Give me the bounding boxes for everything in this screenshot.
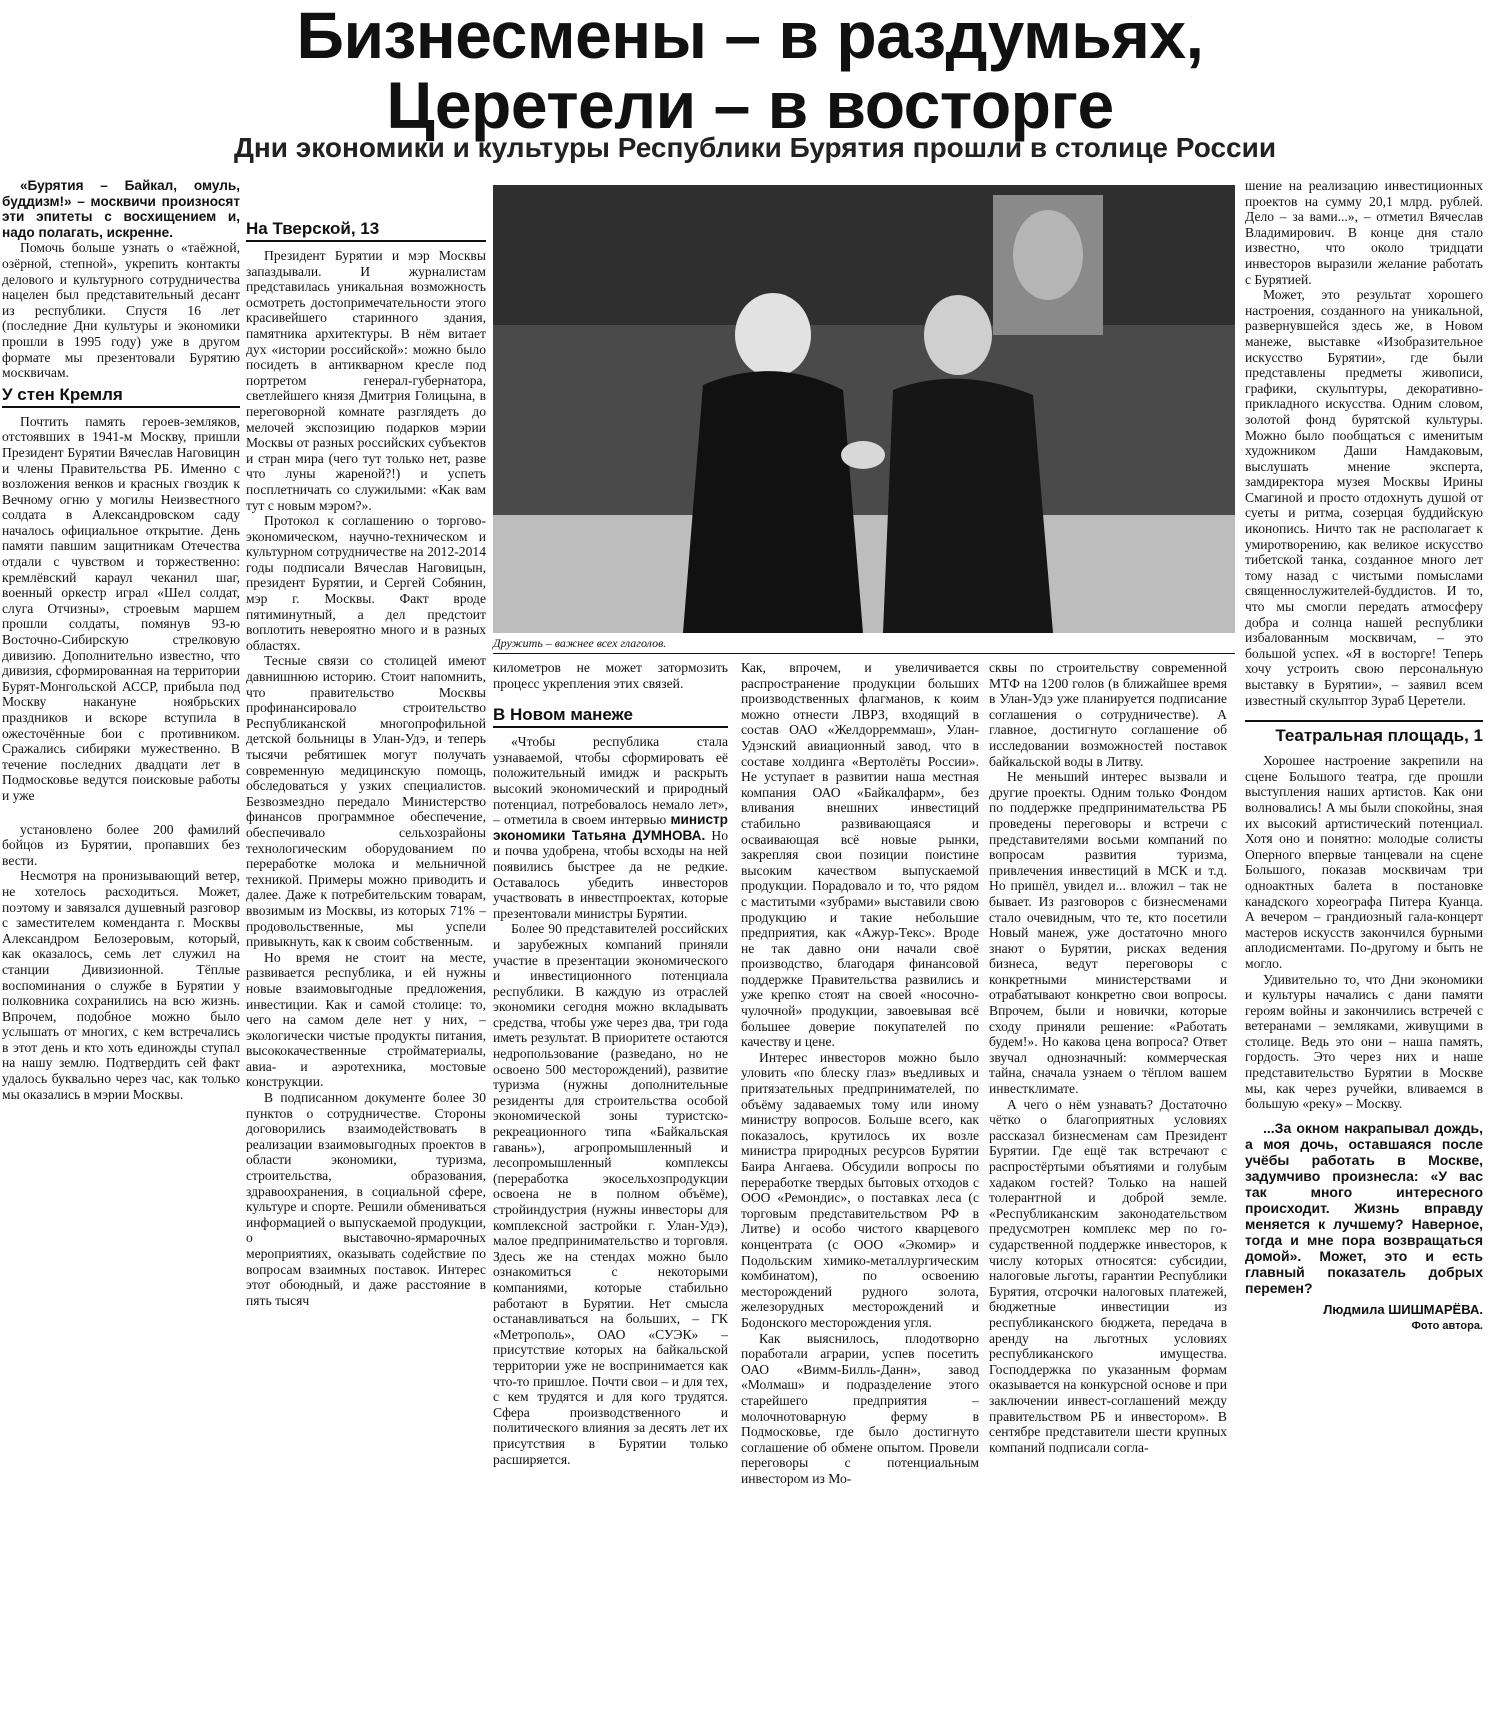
byline xyxy=(1245,1302,1483,1334)
paragraph: шение на реализацию инвестиционных проектов на сумму 20,1 млрд. рублей. Дело – за вами...», – отметил Вячеслав Владимирович. В конце дня стало известно, что около тридцати инвесторов выразили желание работать с Бурятией. xyxy=(1245,178,1483,287)
closing-paragraph: ...За окном накрапывал дождь, а моя дочь, оставшаяся после учёбы работать в Москве, задумчиво произнесла: «У вас так много интересного происходит. Жизнь вправду меняется к лучшему? Наверное, тогда и мне пора возвращаться домой». Может, это и есть главный показатель добрых перемен? xyxy=(1245,1119,1483,1296)
paragraph: Может, это результат хорошего настроения, созданного на уникальной, развернувшейся здесь же, в Новом манеже, выставке «Изобразительное искусство Бурятии», где были представлены предметы живописи, графики, скульптуры, декоративно-прикладного искусства. Одним словом, золотой фонд бурятской культуры. Можно было пообщаться с именитым художником Даши Намдаковым, выслушать мнение эксперта, замдиректора музея Москвы Ирины Смагиной и просто отдохнуть душой от суеты и ритма, созерцая буддийскую иконопись. Ничто так не располагает к умиротворению, как великое искусство тибетской танка, созданное много лет тому назад с чистыми помыслами священнослужителей-буддистов. И то, что мы смогли передать атмосферу добра и солнца нашей республики избалованным москвичам, – это большой успех. «Я в восторге! Теперь хочу устроить свою персональную выставку в Бурятии», – заявил всем известный скульптор Зураб Церетели. xyxy=(1245,287,1483,708)
paragraph: Тесные связи со столицей имеют давнишнюю историю. Стоит напомнить, что правительство Москвы профинансировало строительство Республиканской многопрофильной детской больницы в Улан-Удэ, и теперь тысячи ребятишек могут получать современную медицинскую помощь, обследоваться у узких специалистов. Безвозмездно передало Министерство финансов программное обеспечение, обеспечивало сельхозрайоны технологическим оборудованием по переработке молока и мельничной техникой. Примеры можно приводить и далее. Даже к потребительским товарам, ввозимым из Москвы, из которых 71% – продовольственные, мы успели привыкнуть, как к своим собственным. xyxy=(246,653,486,950)
paragraph: А чего о нём узнавать? Достаточно чётко о благоприятных условиях рассказал бизнесменам сам Президент Бурятии. Где ещё так встречают с распростёртыми объятиями и голубым хадаком гостей? Только на нашей толерантной и доброй земле. «Республиканским законодательством предусмотрен комплекс мер по го-сударственной поддержке инвесторов, к числу которых относятся: субсидии, налоговые льготы, гарантии Республики Бурятия, отсрочки налоговых платежей, бюджетные инвестиции из республиканского бюджета, передача в аренду на льготных условиях республиканского имущества. Господдержка по указанным формам оказывается на конкурсной основе и при заключении инвест-соглашений между правительством РБ и инвестором». В сентябре представители шести крупных компаний подписали согла- xyxy=(989,1096,1227,1455)
paragraph: Удивительно то, что Дни экономики и культуры начались с дани памяти героям войны и закончились встречей с ветеранами – земляками, живущими в столице. Ведь это они – наша память, гордость. Это через них и наше представительство Бурятии в Москве мы, как через ручейки, вливаемся в большую «реку» – Москву. xyxy=(1245,971,1483,1112)
paragraph: Но время не стоит на месте, развивается республика, и ей нужны новые взаимовыгодные предложения, инвестиции. Как и самой столице: то, чего на самом деле нет у них, – экологически чистые продукты питания, высококачественные стройматериалы, авиа- и аэротехника, мостовые конструкции. xyxy=(246,949,486,1090)
paragraph: Хорошее настроение закрепили на сцене Большого театра, где прошли выступления наших артистов. Как они волновались! А мы были спокойны, зная их высокий артистический потенциал. Хотя оно и понятно: молодые солисты Оперного впервые танцевали на сцене Большого, показав москвичам три одноактных балета в постановке канадского хореографа Питера Куанца. А вечером – грандиозный гала-концерт мастеров искусств закончился бурными аплодисментами. По-другому и быть не могло. xyxy=(1245,753,1483,971)
column-2 xyxy=(246,215,486,1712)
section-heading-new-manege: В Новом манеже xyxy=(493,705,728,728)
paragraph: Как, впрочем, и увеличивается распространение продукции больших производственных флагманов, к коим можно отнести ЛВРЗ, входящий в состав ОАО «Желдорреммаш», Улан-Удэнский авиационный завод, что в составе холдинга «Вертолёты России». Не уступает в развитии наша местная компания ОАО «Байкалфарм», без вливания внешних инвестиций стабильно развивающаяся и осваивающая всё новые рынки, закрепляя свои позиции поистине высоким качеством выпускаемой продукции. Порадовало и то, что рядом с маститыми «зубрами» выставили свою продукцию и такие небольшие предприятия, как «Ажур-Текс». Вроде не так давно они начали своё производство, благодаря финансовой поддержке Правительства развились и уже крепко стоят на своей «носочно-чулочной» продукции, завоевывая всё большее доверие покупателей по качеству и цене. xyxy=(741,660,979,1050)
paragraph: Интерес инвесторов можно было уловить «по блеску глаз» въедливых и притязательных предпринимателей, по объёму задаваемых тому или иному министру вопросов. Больше всего, как показалось, крутилось их возле министра природных ресурсов Бурятии Баира Ангаева. Обсудили вопросы по переработке твердых бытовых отходов с ООО «Ремондис», о поставках леса (с торговым представительством РФ в Литве) и особо чистого кварцевого концентрата (с ООО «Экомир» и Подольским химико-металлургическим комбинатом), по освоению месторождений рудного золота, железорудных месторождений и Бодонского месторождения угля. xyxy=(741,1049,979,1330)
paragraph: Почтить память героев-земляков, отстоявших в 1941-м Москву, пришли Президент Бурятии Вячеслав Наговицин и члены Правительства РБ. Именно с возложения венков и красных гвоздик к Вечному огню у могилы Неизвестного солдата в Александровском саду началось официальное открытие. День памяти павшим защитникам Отечества отдали с чувством и торжественно: кремлёвский караул чеканил шаг, военный оркестр играл «Шел солдат, слуга Отчизны», строевым маршем прошли солдаты, помянув 93-ю Восточно-Сибирскую стрелковую дивизию. Дополнительно известно, что дивизия, сформированная на территории Бурят-Монгольской АССР, прибыла под Москву накануне ноябрьских праздников и вскоре вступила в ожесточённые бои с противником. Сражались сибиряки мужественно. В течение последних двадцати лет в Подмосковье ведутся поисковые работы и уже xyxy=(2,413,240,803)
column-6 xyxy=(1245,178,1483,1712)
photo-caption: Дружить – важнее всех глаголов. xyxy=(493,636,1235,654)
headline-line-1: Бизнесмены – в раздумьях, xyxy=(296,0,1204,72)
column-1 xyxy=(2,178,240,1358)
paragraph: Как выяснилось, плодотворно поработали аграрии, успев посетить ОАО «Вимм-Билль-Данн», завод «Молмаш» и подразделение этого старейшего предприятия – молочнотоварную ферму в Подмосковье, где было достигнуто соглашение об обмене опытом. Провели переговоры с потенциальным инвестором из Мо- xyxy=(741,1330,979,1486)
photo-credit: Фото автора. xyxy=(1411,1319,1483,1332)
subheadline: Дни экономики и культуры Республики Бурятия прошли в столице России xyxy=(233,132,1277,163)
column-5 xyxy=(989,660,1227,1712)
paragraph-interview xyxy=(493,734,728,921)
section-heading-kremlin: У стен Кремля xyxy=(2,385,240,408)
headline-line-2: Церетели – в восторге xyxy=(386,68,1114,142)
section-heading-tverskaya: На Тверской, 13 xyxy=(246,219,486,242)
text-run: «Чтобы республика стала узнаваемой, чтобы сформировать её положительный имидж и раскрыть высокий экономический и природный потенциал, потребовалось немало лет», – отметила в своем интервью xyxy=(493,734,728,828)
paragraph: В подписанном документе более 30 пунктов о сотрудничестве. Стороны договорились взаимодействовать в реализации взаимовыгодных проектов в области экономики, туризма, строительства, образования, здравоохранения, в социальной сфере, культуре и спорте. Решили обмениваться информацией о выпускаемой продукции, о выставочно-ярмарочных мероприятиях, оказывать содействие по вопросам взаимных поставок. Интерес этот обоюдный, и даже расстояние в пять тысяч xyxy=(246,1090,486,1308)
paragraph: Президент Бурятии и мэр Москвы запаздывали. И журналистам представилась уникальная возможность осмотреть достопримечательности этого красивейшего старинного здания, памятника архитектуры. В нём витает дух «истории российской»: можно было посидеть в антикварном кресле под портретом генерал-губернатора, светлейшего князя Дмитрия Голицына, в переговорной комнате разглядеть до мелочей экспозицию подарков мэрии Москвы от разных российских субъектов и стран мира (чего тут только нет, разве что луны жареной?!) и успеть посплетничать со служилыми: «Как вам тут с новым мэром?». xyxy=(246,248,486,513)
headline xyxy=(200,0,1300,140)
column-3 xyxy=(493,660,728,1712)
paragraph: Не меньший интерес вызвали и другие проекты. Одним только Фондом по поддержке предпринимательства РБ проведены переговоры и встречи с представителями восьми компаний по вопросам развития туризма, привлечения инвестиций в МСК и т.д. Но пришёл, увидел и... вложил – так не бывает. Из разговоров с бизнесменами стало очевидным, что те, кто посетили Новый манеж, уже достаточно много знают о Бурятии, рисках ведения бизнеса, ведут переговоры с конкретными министерствами и отрабатывают конкретно свои вопросы. Впрочем, были и новички, которые сходу приняли решение: «Работать будем!». Но какова цена вопроса? Ответ звучал однозначный: коммерческая тайна, сначала узнаем о тёплом вашем инвестклимате. xyxy=(989,769,1227,1097)
paragraph: сквы по строительству современной МТФ на 1200 голов (в ближайшее время в Улан-Удэ уже планируется подписание соглашения о сотрудничестве). А главное, достигнуто соглашение об исследовании возможностей поставок байкальской воды в Литву. xyxy=(989,660,1227,769)
paragraph: Помочь больше узнать о «таёжной, озёрной, степной», укрепить контакты делового и культурного сотрудничества нацелен был представительный десант из республики. Спустя 16 лет (последние Дни культуры и экономики прошли в 1995 году) уже в другом формате мы презентовали Бурятию москвичам. xyxy=(2,240,240,381)
section-heading-theatre-square: Театральная площадь, 1 xyxy=(1245,720,1483,747)
author-name: Людмила ШИШМАРЁВА. xyxy=(1323,1301,1483,1317)
paragraph: Более 90 представителей российских и зарубежных компаний приняли участие в презентации экономического и инвестиционного потенциала республики. В каждую из отраслей экономики сегодня можно вкладывать средства, чтобы уже через два, три года иметь результат. В приоритете остаются недропользование (разведано, но не освоено 500 месторождений), развитие туризма (нужны дополнительные резиденты для строительства особой экономической зоны туристско-рекреационного типа «Байкальская гавань»), агропромышленный и лесопромышленный комплексы (переработка экосельхозпродукции освоена не в полном объёме), стройиндустрия (нужны инвесторы для комплексной застройки г. Улан-Удэ), малое предпринимательство и торговля. Здесь же на стендах можно было ознакомиться с некоторыми компаниями, которые стабильно работают в Бурятии. Нет смысла останавливаться на больших, – ГК «Метрополь», ОАО «СУЭК» – присутствие которых на байкальской территории уже не воспринимается как что-то пришлое. Почти свои – и для тех, с кем трудятся и для кого трудятся. Сфера производственного и политического влияния за десять лет их присутствия в Бурятии только расширяется. xyxy=(493,921,728,1467)
minister-name: министр экономики Татьяна ДУМНОВА. xyxy=(493,812,728,843)
photo-illustration xyxy=(493,185,1235,633)
text-run: Но и почва удобрена, чтобы всходы на ней появились быстрее да не редкие. Оставалось убедить инвесторов участвовать в инвестпроектах, которые презентовали министры Бурятии. xyxy=(493,827,728,921)
lead-paragraph: «Бурятия – Байкал, омуль, буддизм!» – москвичи произносят эти эпитеты с восхищением и, надо полагать, искренне. xyxy=(2,178,240,240)
column-4 xyxy=(741,660,979,1712)
photo-handshake xyxy=(493,185,1235,633)
paragraph: Протокол к соглашению о торгово-экономическом, научно-техническом и культурном сотрудничестве на 2012-2014 годы подписали Вячеслав Наговицын, президент Бурятии, и Сергей Собянин, мэр г. Москвы. Факт вроде пятиминутный, а дел предстоит воплотить невероятно много и в разных областях. xyxy=(246,513,486,653)
paragraph: километров не может затормозить процесс укрепления этих связей. xyxy=(493,660,728,691)
paragraph: установлено более 200 фамилий бойцов из Бурятии, пропавших без вести. xyxy=(2,821,240,868)
paragraph: Несмотря на пронизывающий ветер, не хотелось расходиться. Может, поэтому и завязался душевный разговор с заместителем коменданта г. Москвы Александром Белозеровым, который, как оказалось, семь лет служил на станции Дивизионной. Тёплые воспоминания о службе в Бурятии у полковника сохранились на всю жизнь. Впрочем, подобное можно было услышать от многих, с кем встречались в этот день и кто хоть единожды ступал на нашу землю. Подтвердить сей факт удалось буквально через час, как только мы оказались в мэрии Москвы. xyxy=(2,868,240,1102)
